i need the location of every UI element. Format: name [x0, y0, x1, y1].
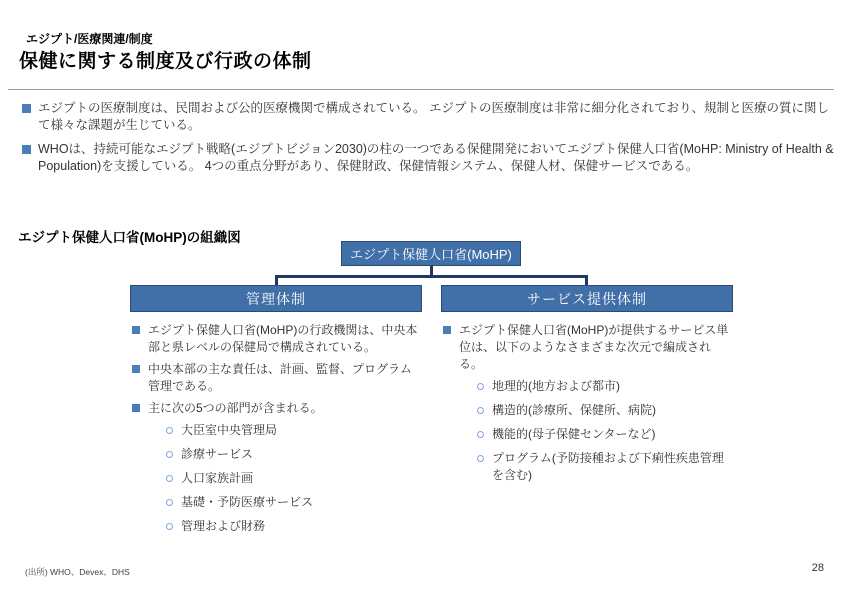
connector-tick-left	[275, 275, 278, 285]
branch-sub-text: 管理および財務	[181, 519, 266, 533]
branch-bullet-list	[130, 322, 422, 417]
branch-sub-list	[477, 378, 733, 484]
branch-bullet	[130, 400, 422, 417]
summary-item	[22, 141, 834, 175]
circle-bullet-icon	[166, 499, 173, 506]
square-bullet-icon	[132, 365, 140, 373]
branch-bullet-text: エジプト保健人口省(MoHP)の行政機関は、中央本部と県レベルの保健局で構成されている。	[148, 323, 418, 354]
org-root-box	[341, 241, 521, 266]
branch-management	[130, 285, 422, 542]
branch-bullet	[130, 322, 422, 356]
branch-bullet-text: エジプト保健人口省(MoHP)が提供するサービス単位は、以下のようなさまざまな次元で編成される。	[459, 323, 729, 371]
branch-sub-text: 基礎・予防医療サービス	[181, 495, 314, 509]
org-chart-heading: エジプト保健人口省(MoHP)の組織図	[18, 230, 241, 245]
branch-body	[130, 312, 422, 535]
summary-item	[22, 100, 834, 134]
square-bullet-icon	[132, 326, 140, 334]
branch-sub-bullet	[477, 402, 733, 419]
branch-sub-bullet	[477, 450, 733, 484]
branch-sub-text: 大臣室中央管理局	[181, 423, 278, 437]
branch-bullet-text: 主に次の5つの部門が含まれる。	[148, 401, 323, 415]
branch-header: 管理体制	[130, 285, 422, 312]
branch-sub-bullet	[477, 378, 733, 395]
branch-sub-text: 構造的(診療所、保健所、病院)	[492, 403, 656, 417]
org-root-label: エジプト保健人口省(MoHP)	[350, 247, 512, 262]
square-bullet-icon	[132, 404, 140, 412]
branch-sub-text: 診療サービス	[181, 447, 254, 461]
branch-header: サービス提供体制	[441, 285, 733, 312]
connector-horizontal	[275, 275, 588, 278]
connector-tick-right	[585, 275, 588, 285]
branch-sub-bullet	[166, 470, 422, 487]
branch-bullet-list	[441, 322, 733, 373]
branch-bullet-text: 中央本部の主な責任は、計画、監督、プログラム管理である。	[148, 362, 412, 393]
circle-bullet-icon	[477, 455, 484, 462]
square-bullet-icon	[22, 104, 31, 113]
branch-service-delivery	[441, 285, 733, 491]
circle-bullet-icon	[477, 383, 484, 390]
branch-sub-bullet	[166, 518, 422, 535]
page-number: 28	[811, 562, 824, 574]
title-divider	[8, 89, 834, 90]
square-bullet-icon	[22, 145, 31, 154]
summary-list	[22, 100, 834, 182]
square-bullet-icon	[443, 326, 451, 334]
branch-sub-bullet	[477, 426, 733, 443]
circle-bullet-icon	[477, 431, 484, 438]
circle-bullet-icon	[166, 451, 173, 458]
summary-text: エジプトの医療制度は、民間および公的医療機関で構成されている。 エジプトの医療制度は非常に細分化されており、規制と医療の質に関して様々な課題が生じている。	[38, 101, 829, 132]
circle-bullet-icon	[477, 407, 484, 414]
circle-bullet-icon	[166, 475, 173, 482]
branch-sub-bullet	[166, 422, 422, 439]
source-note: (出所) WHO、Devex、DHS	[25, 567, 130, 577]
circle-bullet-icon	[166, 427, 173, 434]
branch-sub-bullet	[166, 494, 422, 511]
page-title: 保健に関する制度及び行政の体制	[19, 51, 312, 72]
branch-sub-text: 機能的(母子保健センターなど)	[492, 427, 656, 441]
branch-sub-bullet	[166, 446, 422, 463]
branch-sub-text: 人口家族計画	[181, 471, 254, 485]
branch-sub-list	[166, 422, 422, 535]
circle-bullet-icon	[166, 523, 173, 530]
branch-bullet	[130, 361, 422, 395]
breadcrumb: エジプト/医療関連/制度	[26, 32, 153, 46]
branch-body	[441, 312, 733, 484]
branch-sub-text: プログラム(予防接種および下痢性疾患管理を含む)	[492, 451, 724, 482]
branch-sub-text: 地理的(地方および都市)	[492, 379, 620, 393]
branch-bullet	[441, 322, 733, 373]
summary-text: WHOは、持続可能なエジプト戦略(エジプトビジョン2030)の柱の一つである保健開発においてエジプト保健人口省(MoHP: Ministry of Health & Population)を支援している。 4つの重点分野があり、保健財政、保健情報システム、保健人材、保健サービスである。	[38, 142, 834, 173]
